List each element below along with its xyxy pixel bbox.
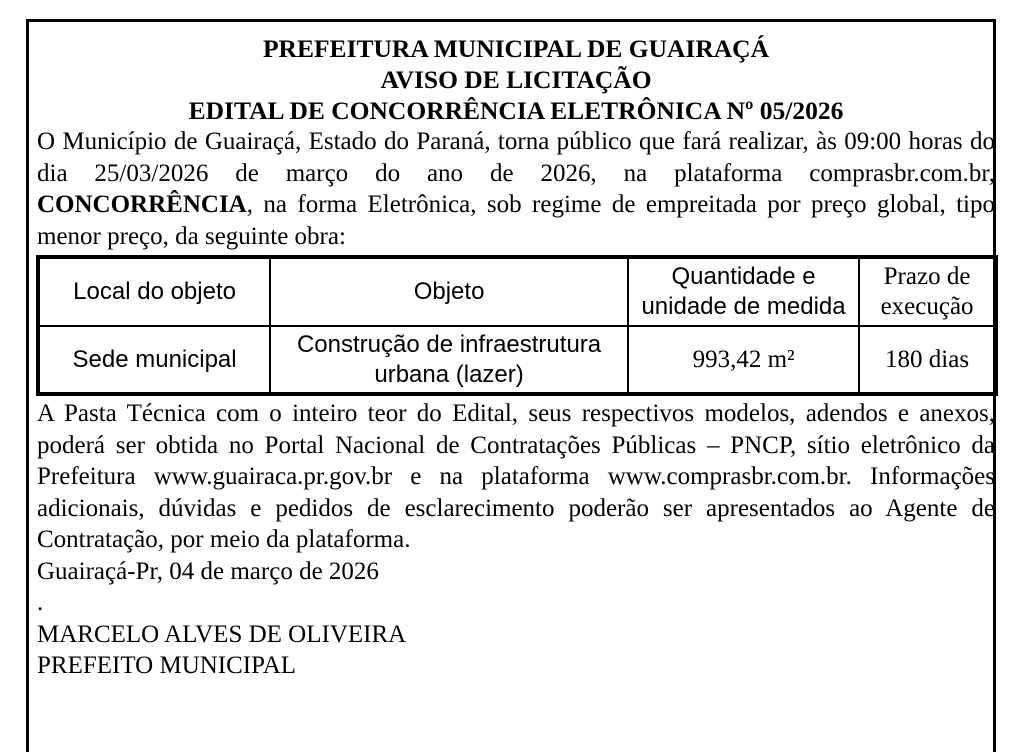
separator-dot: . <box>37 589 44 616</box>
header-line-1: PREFEITURA MUNICIPAL DE GUAIRAÇÁ <box>262 34 769 63</box>
cell-quantidade: 993,42 m² <box>628 326 859 394</box>
body-paragraph: A Pasta Técnica com o inteiro teor do Edital, seus respectivos modelos, adendos e anexos, poderá ser obtida no Portal Nacional de Contratações Públicas – PNCP, sítio eletrônico da Prefeitura www.guairaca.pr.gov.br e na plataforma www.comprasbr.com.br. Informações adicionais, dúvidas e pedidos de esclarecimento poderão ser apresentados ao Agente de Contratação, por meio da plataforma. <box>37 400 995 553</box>
cell-local: Sede municipal <box>38 326 270 394</box>
header-line-3: EDITAL DE CONCORRÊNCIA ELETRÔNICA Nº 05/2026 <box>188 96 844 125</box>
header-cell-objeto: Objeto <box>270 257 628 326</box>
intro-paragraph <box>37 126 995 252</box>
cell-prazo: 180 dias <box>859 326 996 394</box>
header-cell-local: Local do objeto <box>38 257 270 326</box>
header-cell-prazo: Prazo de execução <box>859 257 996 326</box>
table-header-row <box>38 257 996 326</box>
notice-frame <box>26 19 996 752</box>
intro-text-end: , na forma Eletrônica, sob regime de empreitada por preço global, tipo menor preço, da seguinte obra: <box>37 191 995 250</box>
date-line: Guairaçá-Pr, 04 de março de 2026 <box>37 557 379 585</box>
signature-name: MARCELO ALVES DE OLIVEIRA <box>37 620 407 648</box>
cell-objeto: Construção de infraestrutura urbana (lazer) <box>270 326 628 394</box>
header-cell-quantidade: Quantidade e unidade de medida <box>628 257 859 326</box>
table-row <box>38 326 996 394</box>
signature-title: PREFEITO MUNICIPAL <box>37 652 297 679</box>
intro-text-start: O Município de Guairaçá, Estado do Paraná, torna público que fará realizar, às 09:00 horas do dia 25/03/2026 de março do ano de 2026, na plataforma comprasbr.com.br, <box>37 128 995 187</box>
header-line-2: AVISO DE LICITAÇÃO <box>380 65 652 94</box>
object-table <box>36 255 998 396</box>
intro-bold-term: CONCORRÊNCIA <box>37 191 247 218</box>
